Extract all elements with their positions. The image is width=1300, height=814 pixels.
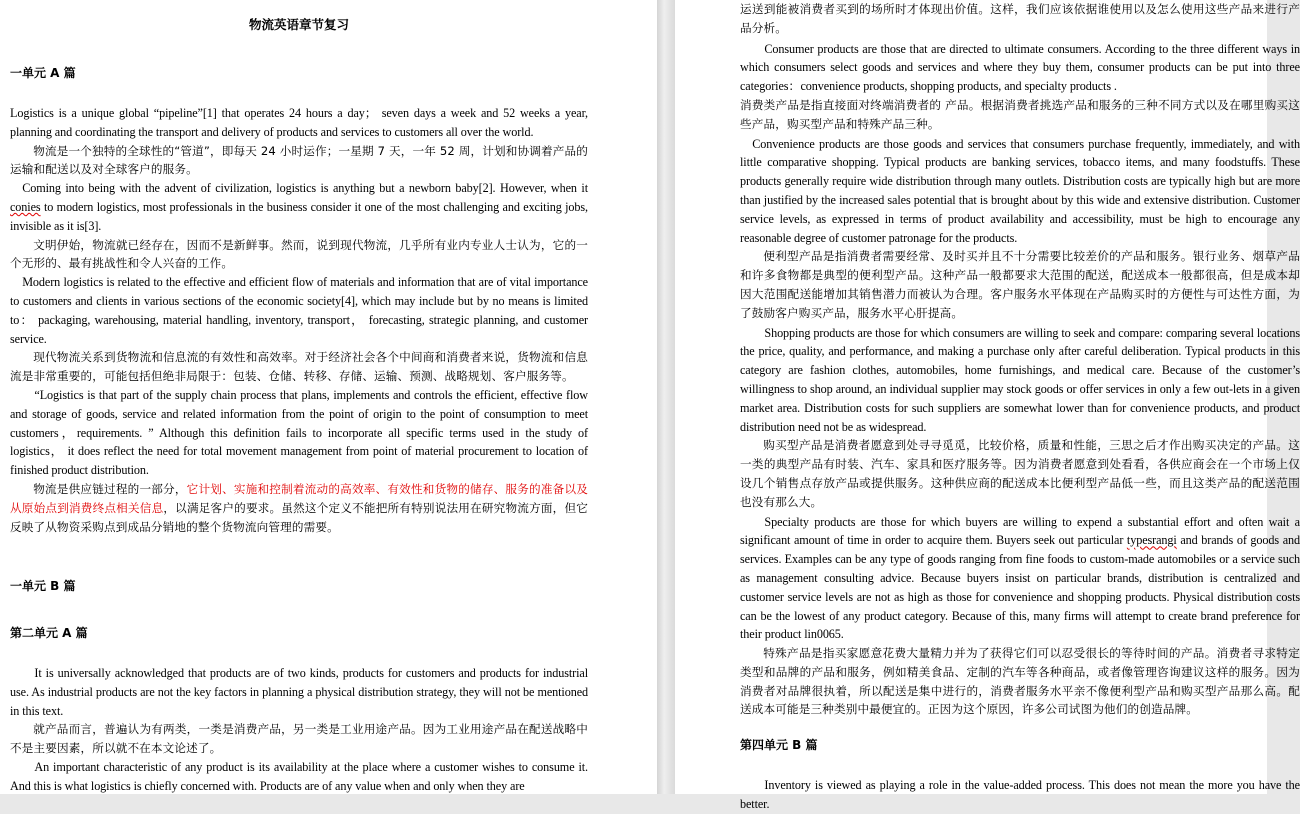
heading-unit2-a: 第二单元 A 篇 xyxy=(10,626,88,640)
paragraph-5-en: It is universally acknowledged that products are of two kinds, products for customers and products for industrial use. As industrial products are not the key factors in planning a physical distribution strategy, they will not be mentioned in this text. xyxy=(10,666,588,718)
right-paragraph-4-en xyxy=(740,513,1300,645)
heading-unit4-b: 第四单元 B 篇 xyxy=(740,738,818,752)
paragraph-1-en: Logistics is a unique global “pipeline”[1] that operates 24 hours a day； seven days a week and 52 weeks a year, planning and coordinating the transport and delivery of products and services to customers all over the world. xyxy=(10,106,588,139)
paragraph-2-en-b: to modern logistics, most professionals in the business consider it one of the most challenging and exciting jobs, invisible as it is[3]. xyxy=(10,199,588,233)
right-paragraph-3-zh: 购买型产品是消费者愿意到处寻寻觅觅，比较价格，质量和性能，三思之后才作出购买决定的产品。这一类的典型产品有时装、汽车、家具和医疗服务等。因为消费者愿意到处看看，各供应商会在一个市场上仅设几个销售点存放产品或提供服务。这种供应商的配送成本比便利型产品低一些，而且这类产品的配送范围也没有那么大。 xyxy=(740,438,1300,509)
right-paragraph-4-zh: 特殊产品是指买家愿意花费大量精力并为了获得它们可以忍受很长的等待时间的产品。消费者寻求特定类型和品牌的产品和服务，例如精美食品、定制的汽车等各种商品，或者像管理咨询建议这样的服务。因为消费者对品牌很执着，所以配送是集中进行的，消费者服务水平亲不像便利型产品和购买型产品那么高。配送成本可能是三种类别中最便宜的。正因为这个原因，许多公司试图为他们的创造品牌。 xyxy=(740,646,1300,717)
paragraph-2-zh: 文明伊始，物流就已经存在，因而不是新鲜事。然而，说到现代物流，几乎所有业内专业人士认为，它的一个无形的、最有挑战性和令人兴奋的工作。 xyxy=(10,237,588,271)
paragraph-1-zh: 物流是一个独特的全球性的“管道”，即每天 24 小时运作；一星期 7 天，一年 52 周，计划和协调着产品的运输和配送以及对全球客户的服务。 xyxy=(10,143,588,177)
spelling-error-word: conies xyxy=(10,199,41,214)
page-gutter xyxy=(657,0,675,794)
paragraph-3-zh: 现代物流关系到货物流和信息流的有效性和高效率。对于经济社会各个中间商和消费者来说，货物流和信息流是非常重要的，可能包括但绝非局限于：包装、仓储、转移、存储、运输、预测、战略规划、客户服务等。 xyxy=(10,350,588,384)
paragraph-3-en: Modern logistics is related to the effective and efficient flow of materials and information that are of vital importance to customers and clients in various sections of the economic society[4], which may include but by no means is limited to： packaging, warehousing, material handling, inventory, transport， forecasting, strategic planning, and customer service. xyxy=(10,275,588,346)
highlighted-red-text: 它计划、实施和控制着流动的高效率、有效性和货物的储存、服务的准备以及从原始点到消费终点相关信息 xyxy=(10,481,589,515)
right-block-bottom xyxy=(740,776,1300,814)
paragraph-2-en xyxy=(10,179,588,235)
paragraph-4-en: “Logistics is that part of the supply chain process that plans, implements and controls the efficient, effective flow and storage of goods, service and related information from the point of origin to the point of consumption to meet customers，requirements. ” Although this definition fails to incorporate all specific terms used in the study of logistics， it does reflect the need for total movement management from point of material procurement to location of finished product distribution. xyxy=(10,387,588,478)
right-paragraph-2-zh: 便利型产品是指消费者需要经常、及时买并且不十分需要比较差价的产品和服务。银行业务、烟草产品和许多食物都是典型的便利型产品。这种产品一般都要求大范围的配送，配送成本一般都很高，但是成本却因大范围配送能增加其销售潜力而被认为合理。客户服务水平体现在产品购买时的方便性与可达性方面，为了鼓励客户购买产品，服务水平心肝提高。 xyxy=(740,249,1300,320)
paragraph-2-en-a: Coming into being with the advent of civilization, logistics is anything but a newborn baby[2]. However, when it xyxy=(22,181,588,196)
paragraph-6-en: An important characteristic of any product is its availability at the place where a customer wishes to consume it. And this is what logistics is chiefly concerned with. Products are of any value when and only when they are xyxy=(10,759,588,793)
paragraph-5-zh: 就产品而言，普遍认为有两类，一类是消费产品，另一类是工业用途产品。因为工业用途产品在配送战略中不是主要因素，所以就不在本文论述了。 xyxy=(10,722,588,756)
paragraph-4-zh-a: 物流是供应链过程的一部分， xyxy=(33,481,187,496)
right-paragraph-4-en-a: Specialty products are those for which buyers are willing to expend a substantial effort and often wait a significant amount of time in order to acquire them. Buyers seek out particular xyxy=(740,514,1300,548)
document-page-right xyxy=(675,0,1300,811)
right-paragraph-4-en-b: and brands of goods and services. Examples can be any type of goods ranging from fine foods to custom-made automobiles or a service such as management consulting advice. Because buyers insist on particular brands, distribution is centralized and customer service levels are not as high as those for convenience and shopping products. Physical distribution costs can be the lowest of any product category. Because of this, many firms will attempt to create brand preference for their product lin0065. xyxy=(740,533,1300,642)
right-paragraph-1-en: Consumer products are those that are directed to ultimate consumers. According to the three different ways in which consumers select goods and services and where they buy them, consumer products can be put into three categories：convenience products, shopping products, and specialty products . xyxy=(740,41,1300,94)
paragraph-5 xyxy=(10,664,588,796)
heading-unit1-b: 一单元 B 篇 xyxy=(10,579,76,593)
right-paragraph-2-en: Convenience products are those goods and services that consumers purchase frequently, immediately, and with little comparative shopping. Typical products are banking services, tobacco items, and many foodstuffs. These products generally require wide distribution through many outlets. Distribution costs are typically high but are more than justified by the increased sales potential that is brought about by this wide and extensive distribution. Customer service levels, as expressed in terms of product availability and accessibility, must be high to encourage any reasonable degree of customer patronage for the products. xyxy=(740,136,1300,245)
paragraph-4-zh xyxy=(10,480,588,536)
paragraph-1 xyxy=(10,104,588,536)
document-title: 物流英语章节复习 xyxy=(248,17,349,32)
document-page-left xyxy=(0,0,657,794)
paragraph-4-zh-b: ，以满足客户的要求。虽然这个定义不能把所有特别说法用在研究物流方面，但它反映了从物资采购点到成品分销地的整个货物流向管理的需要。 xyxy=(10,500,588,534)
spelling-error-word-2: typesrangi xyxy=(1126,533,1177,548)
right-paragraph-5-en: Inventory is viewed as playing a role in the value-added process. This does not mean the more you have the better. xyxy=(740,778,1300,811)
right-paragraph-0-zh: 运送到能被消费者买到的场所时才体现出价值。这样，我们应该依据谁使用以及怎么使用这些产品来进行产品分析。 xyxy=(740,2,1300,35)
right-paragraph-1-zh: 消费类产品是指直接面对终端消费者的 产品。根据消费者挑选产品和服务的三种不同方式以及在哪里购买这些产品，购买型产品和特殊产品三种。 xyxy=(740,97,1300,131)
heading-unit1-a: 一单元 A 篇 xyxy=(10,66,76,80)
right-block-top xyxy=(740,0,1300,719)
right-paragraph-3-en: Shopping products are those for which consumers are willing to seek and compare: comparing several locations the price, quality, and performance, and making a purchase only after careful deliberation. Typical products in this category are fashion clothes, automobiles, home furnishings, and medical care. Because of the customer’s willingness to shop around, an individual supplier may stock goods or offer services in only a few out-lets in a given market area. Distribution costs for such suppliers are somewhat lower than for convenience products, and product distribution need not be as widespread. xyxy=(740,325,1300,434)
